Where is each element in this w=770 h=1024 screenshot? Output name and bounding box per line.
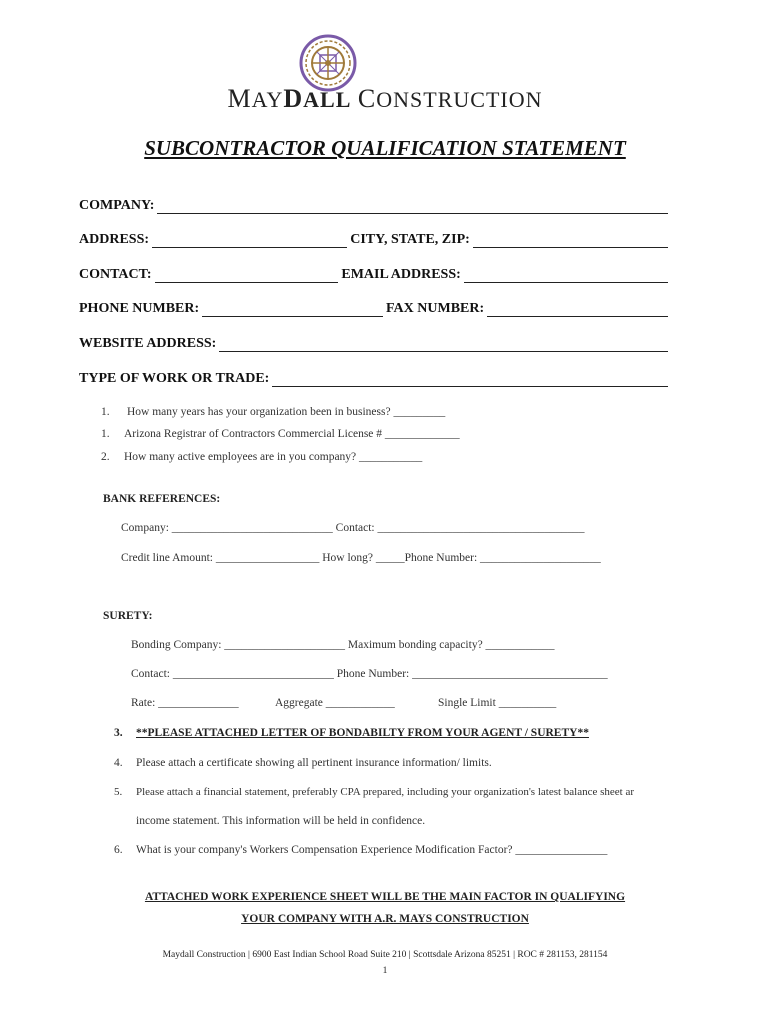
email-field[interactable]	[464, 270, 668, 283]
item-num: 3.	[114, 727, 123, 739]
document-title: SUBCONTRACTOR QUALIFICATION STATEMENT	[144, 136, 626, 160]
closing-notice-line2: YOUR COMPANY WITH A.R. MAYS CONSTRUCTION	[241, 913, 529, 925]
item-num: 4.	[114, 757, 123, 769]
city-state-zip-field[interactable]	[473, 235, 668, 248]
surety-bonding-line[interactable]: Bonding Company: _____________________ Maximum bonding capacity? ____________	[131, 639, 555, 651]
bank-credit-line[interactable]: Credit line Amount: __________________ How long? _____Phone Number: _____________________	[121, 552, 601, 564]
surety-aggregate-field[interactable]: Aggregate ____________	[275, 697, 395, 709]
page-number: 1	[382, 966, 388, 976]
question-employees[interactable]: How many active employees are in you company? ___________	[124, 451, 423, 463]
surety-contact-line[interactable]: Contact: ____________________________ Phone Number: __________________________________	[131, 668, 608, 680]
question-license[interactable]: Arizona Registrar of Contractors Commercial License # _____________	[124, 428, 460, 440]
financial-statement-item: Please attach a financial statement, preferably CPA prepared, including your organization's latest balance sheet ar	[136, 786, 635, 798]
bank-company-contact-line[interactable]: Company: ____________________________ Contact: ____________________________________	[121, 522, 585, 534]
financial-statement-item-cont: income statement. This information will be held in confidence.	[136, 815, 426, 827]
address-row: ADDRESS: CITY, STATE, ZIP:	[79, 232, 671, 248]
website-field[interactable]: WEBSITE ADDRESS:	[79, 336, 671, 352]
phone-field[interactable]	[202, 304, 383, 317]
phone-row: PHONE NUMBER: FAX NUMBER:	[79, 301, 671, 317]
contact-row: CONTACT: EMAIL ADDRESS:	[79, 267, 671, 283]
closing-notice-line1: ATTACHED WORK EXPERIENCE SHEET WILL BE THE MAIN FACTOR IN QUALIFYING	[144, 891, 626, 903]
surety-single-limit-field[interactable]: Single Limit __________	[438, 697, 557, 709]
footer-address: Maydall Construction | 6900 East Indian School Road Suite 210 | Scottsdale Arizona 85251 | ROC # 281153, 281154	[162, 950, 608, 960]
emr-factor-question[interactable]: What is your company's Workers Compensation Experience Modification Factor? ________________	[136, 844, 608, 856]
insurance-certificate-item: Please attach a certificate showing all pertinent insurance information/ limits.	[136, 757, 492, 769]
question-years-in-business[interactable]: How many years has your organization been in business? _________	[127, 406, 446, 418]
bondability-notice: **PLEASE ATTACHED LETTER OF BONDABILTY FROM YOUR AGENT / SURETY**	[136, 727, 589, 739]
fax-field[interactable]	[487, 304, 668, 317]
company-field[interactable]: COMPANY:	[79, 198, 671, 214]
address-field[interactable]	[152, 235, 347, 248]
surety-rate-field[interactable]: Rate: ______________	[131, 697, 239, 709]
item-num: 5.	[114, 786, 123, 798]
item-num: 6.	[114, 844, 123, 856]
question-num: 1.	[101, 428, 110, 440]
surety-heading: SURETY:	[103, 610, 153, 622]
question-num: 1.	[101, 406, 110, 418]
contact-field[interactable]	[155, 270, 339, 283]
brand-name: MAYDALL CONSTRUCTION	[227, 84, 543, 113]
bank-references-heading: BANK REFERENCES:	[103, 493, 221, 505]
type-of-work-field[interactable]: TYPE OF WORK OR TRADE:	[79, 371, 671, 387]
question-num: 2.	[101, 451, 110, 463]
